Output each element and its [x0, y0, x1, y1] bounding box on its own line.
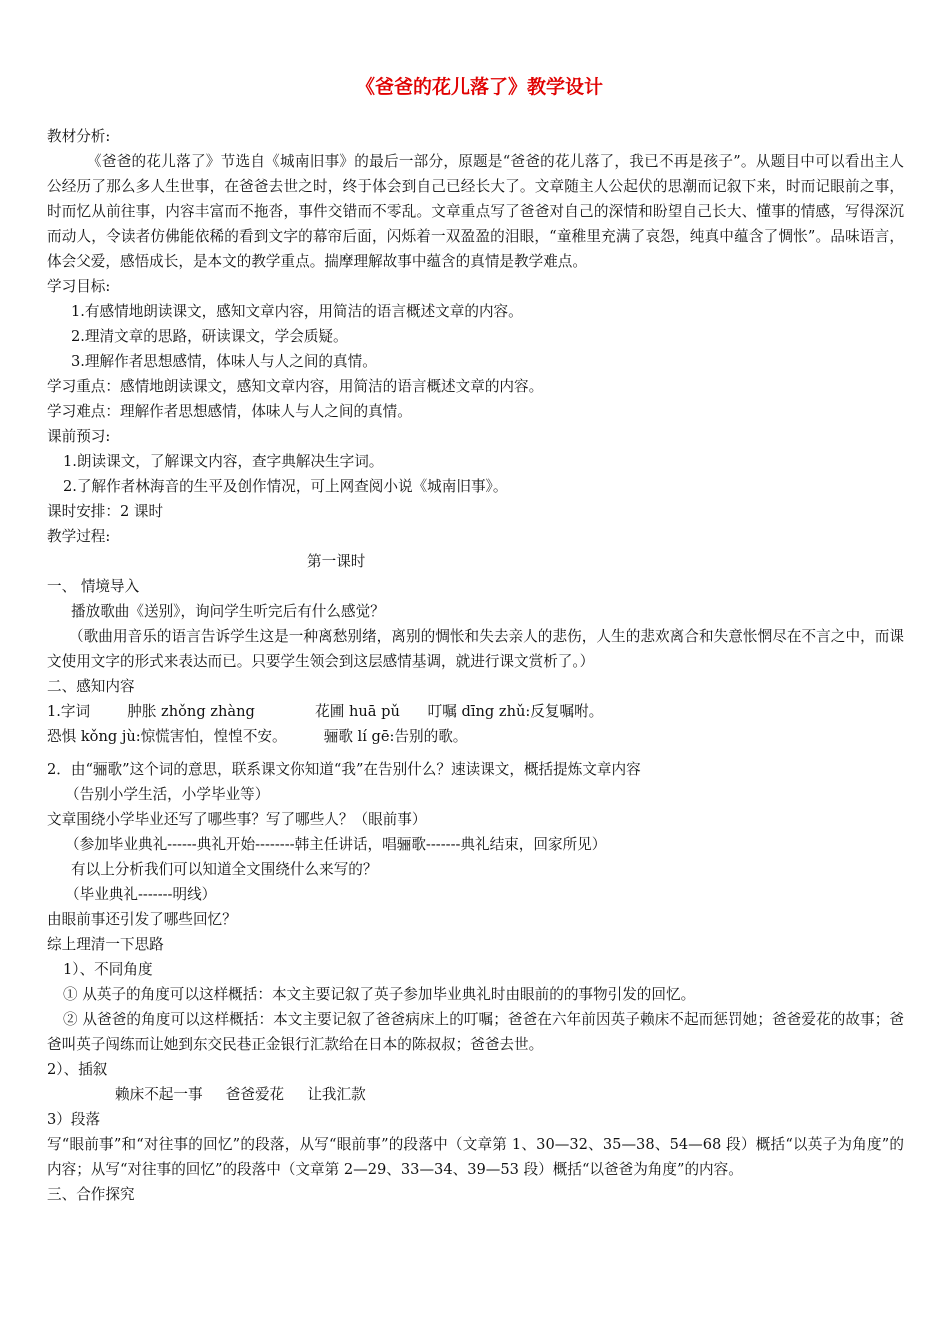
flashback-items: 赖床不起一事 爸爸爱花 让我汇款: [115, 1086, 366, 1103]
analysis-heading: 教材分析:: [47, 128, 111, 145]
goal-item-1: 1.有感情地朗读课文，感知文章内容，用简洁的语言概述文章的内容。: [71, 303, 523, 320]
vocab-line-2: 恐惧 kǒng jù:惊慌害怕，惶惶不安。 骊歌 lí gē:告别的歌。: [47, 728, 468, 745]
goal-item-3: 3.理解作者思想感情，体味人与人之间的真情。: [71, 353, 377, 370]
section1-line1: 播放歌曲《送别》，询问学生听完后有什么感觉？: [71, 603, 385, 620]
flashback-heading: 2）、插叙: [47, 1061, 108, 1078]
section2-heading: 二、感知内容: [47, 678, 135, 695]
document-title: 《爸爸的花儿落了》教学设计: [355, 76, 603, 98]
section3-heading: 三、合作探究: [47, 1186, 135, 1203]
preview-item-1: 1.朗读课文，了解课文内容，查字典解决生字词。: [63, 453, 384, 470]
preview-heading: 课前预习:: [47, 428, 111, 445]
analysis-paragraph: 《爸爸的花儿落了》节选自《城南旧事》的最后一部分，原题是“爸爸的花儿落了，我已不再是孩子”。从题目中可以看出主人公经历了那么多人生世事，在爸爸去世之时，终于体会到自己已经长大了。文章随主人公起伏的思潮而记叙下来，时而记眼前之事，时而忆从前往事，内容丰富而不拖沓，事件交错而不零乱。文章重点写了爸爸对自己的深情和盼望自己长大、懂事的情感，写得深沉而动人，令读者仿佛能依稀的看到文字的幕帘后面，闪烁着一双盈盈的泪眼，“童稚里充满了哀怨，纯真中蕴含了惆怅”。品味语言，体会父爱，感悟成长，是本文的教学重点。揣摩理解故事中蕴含的真情是教学难点。: [47, 153, 904, 270]
summary-line: 综上理清一下思路: [47, 936, 164, 953]
preview-item-2: 2.了解作者林海音的生平及创作情况，可上网查阅小说《城南旧事》。: [63, 478, 508, 495]
angle-heading: 1）、不同角度: [63, 961, 153, 978]
paragraph-heading: 3）段落: [47, 1111, 101, 1128]
paragraph-text: 写“眼前事”和“对往事的回忆”的段落，从写“眼前事”的段落中（文章第 1、30—32、35—38、54—68 段）概括“以英子为角度”的内容；从写“对往事的回忆”的段落中（文章第 2—29、33—34、39—53 段）概括“以爸爸为角度”的内容。: [47, 1136, 904, 1178]
spacer: [47, 749, 904, 757]
session-title: 第一课时: [307, 553, 366, 570]
question-4: 有以上分析我们可以知道全文围绕什么来写的？: [71, 861, 378, 878]
question-4-answer: （毕业典礼-------明线）: [65, 886, 217, 903]
vocab-line-1: 1.字词 肿胀 zhǒng zhàng 花圃 huā pǔ 叮嘱 dīng zhǔ:反复嘱咐。: [47, 703, 604, 720]
section1-heading: 一、 情境导入: [47, 578, 140, 595]
question-5: 由眼前事还引发了哪些回忆？: [47, 911, 237, 928]
difficulty: 学习难点：理解作者思想感情，体味人与人之间的真情。: [47, 403, 412, 420]
question-2-answer: （告别小学生活，小学毕业等）: [65, 786, 270, 803]
question-2: 2．由“骊歌”这个词的意思，联系课文你知道“我”在告别什么？速读课文，概括提炼文章内容: [47, 761, 641, 778]
question-3: 文章围绕小学毕业还写了哪些事？写了哪些人？（眼前事）: [47, 811, 427, 828]
section1-paragraph: （歌曲用音乐的语言告诉学生这是一种离愁别绪，离别的惆怅和失去亲人的悲伤，人生的悲欢离合和失意怅惘尽在不言之中，而课文使用文字的形式来表达而已。只要学生领会到这层感情基调，就进行课文赏析了。）: [47, 628, 904, 670]
goal-item-2: 2.理清文章的思路，研读课文，学会质疑。: [71, 328, 348, 345]
angle-item-2: ② 从爸爸的角度可以这样概括：本文主要记叙了爸爸病床上的叮嘱；爸爸在六年前因英子赖床不起而惩罚她；爸爸爱花的故事；爸爸叫英子闯练而让她到东交民巷正金银行汇款给在日本的陈叔叔；爸爸去世。: [47, 1011, 904, 1053]
schedule: 课时安排：2 课时: [47, 503, 164, 520]
goals-heading: 学习目标:: [47, 278, 111, 295]
question-3-answer: （参加毕业典礼------典礼开始--------韩主任讲话，唱骊歌-------典礼结束，回家所见）: [65, 836, 607, 853]
process-heading: 教学过程:: [47, 528, 111, 545]
angle-item-1: ① 从英子的角度可以这样概括：本文主要记叙了英子参加毕业典礼时由眼前的的事物引发的回忆。: [63, 986, 696, 1003]
key-point: 学习重点：感情地朗读课文，感知文章内容，用简洁的语言概述文章的内容。: [47, 378, 544, 395]
